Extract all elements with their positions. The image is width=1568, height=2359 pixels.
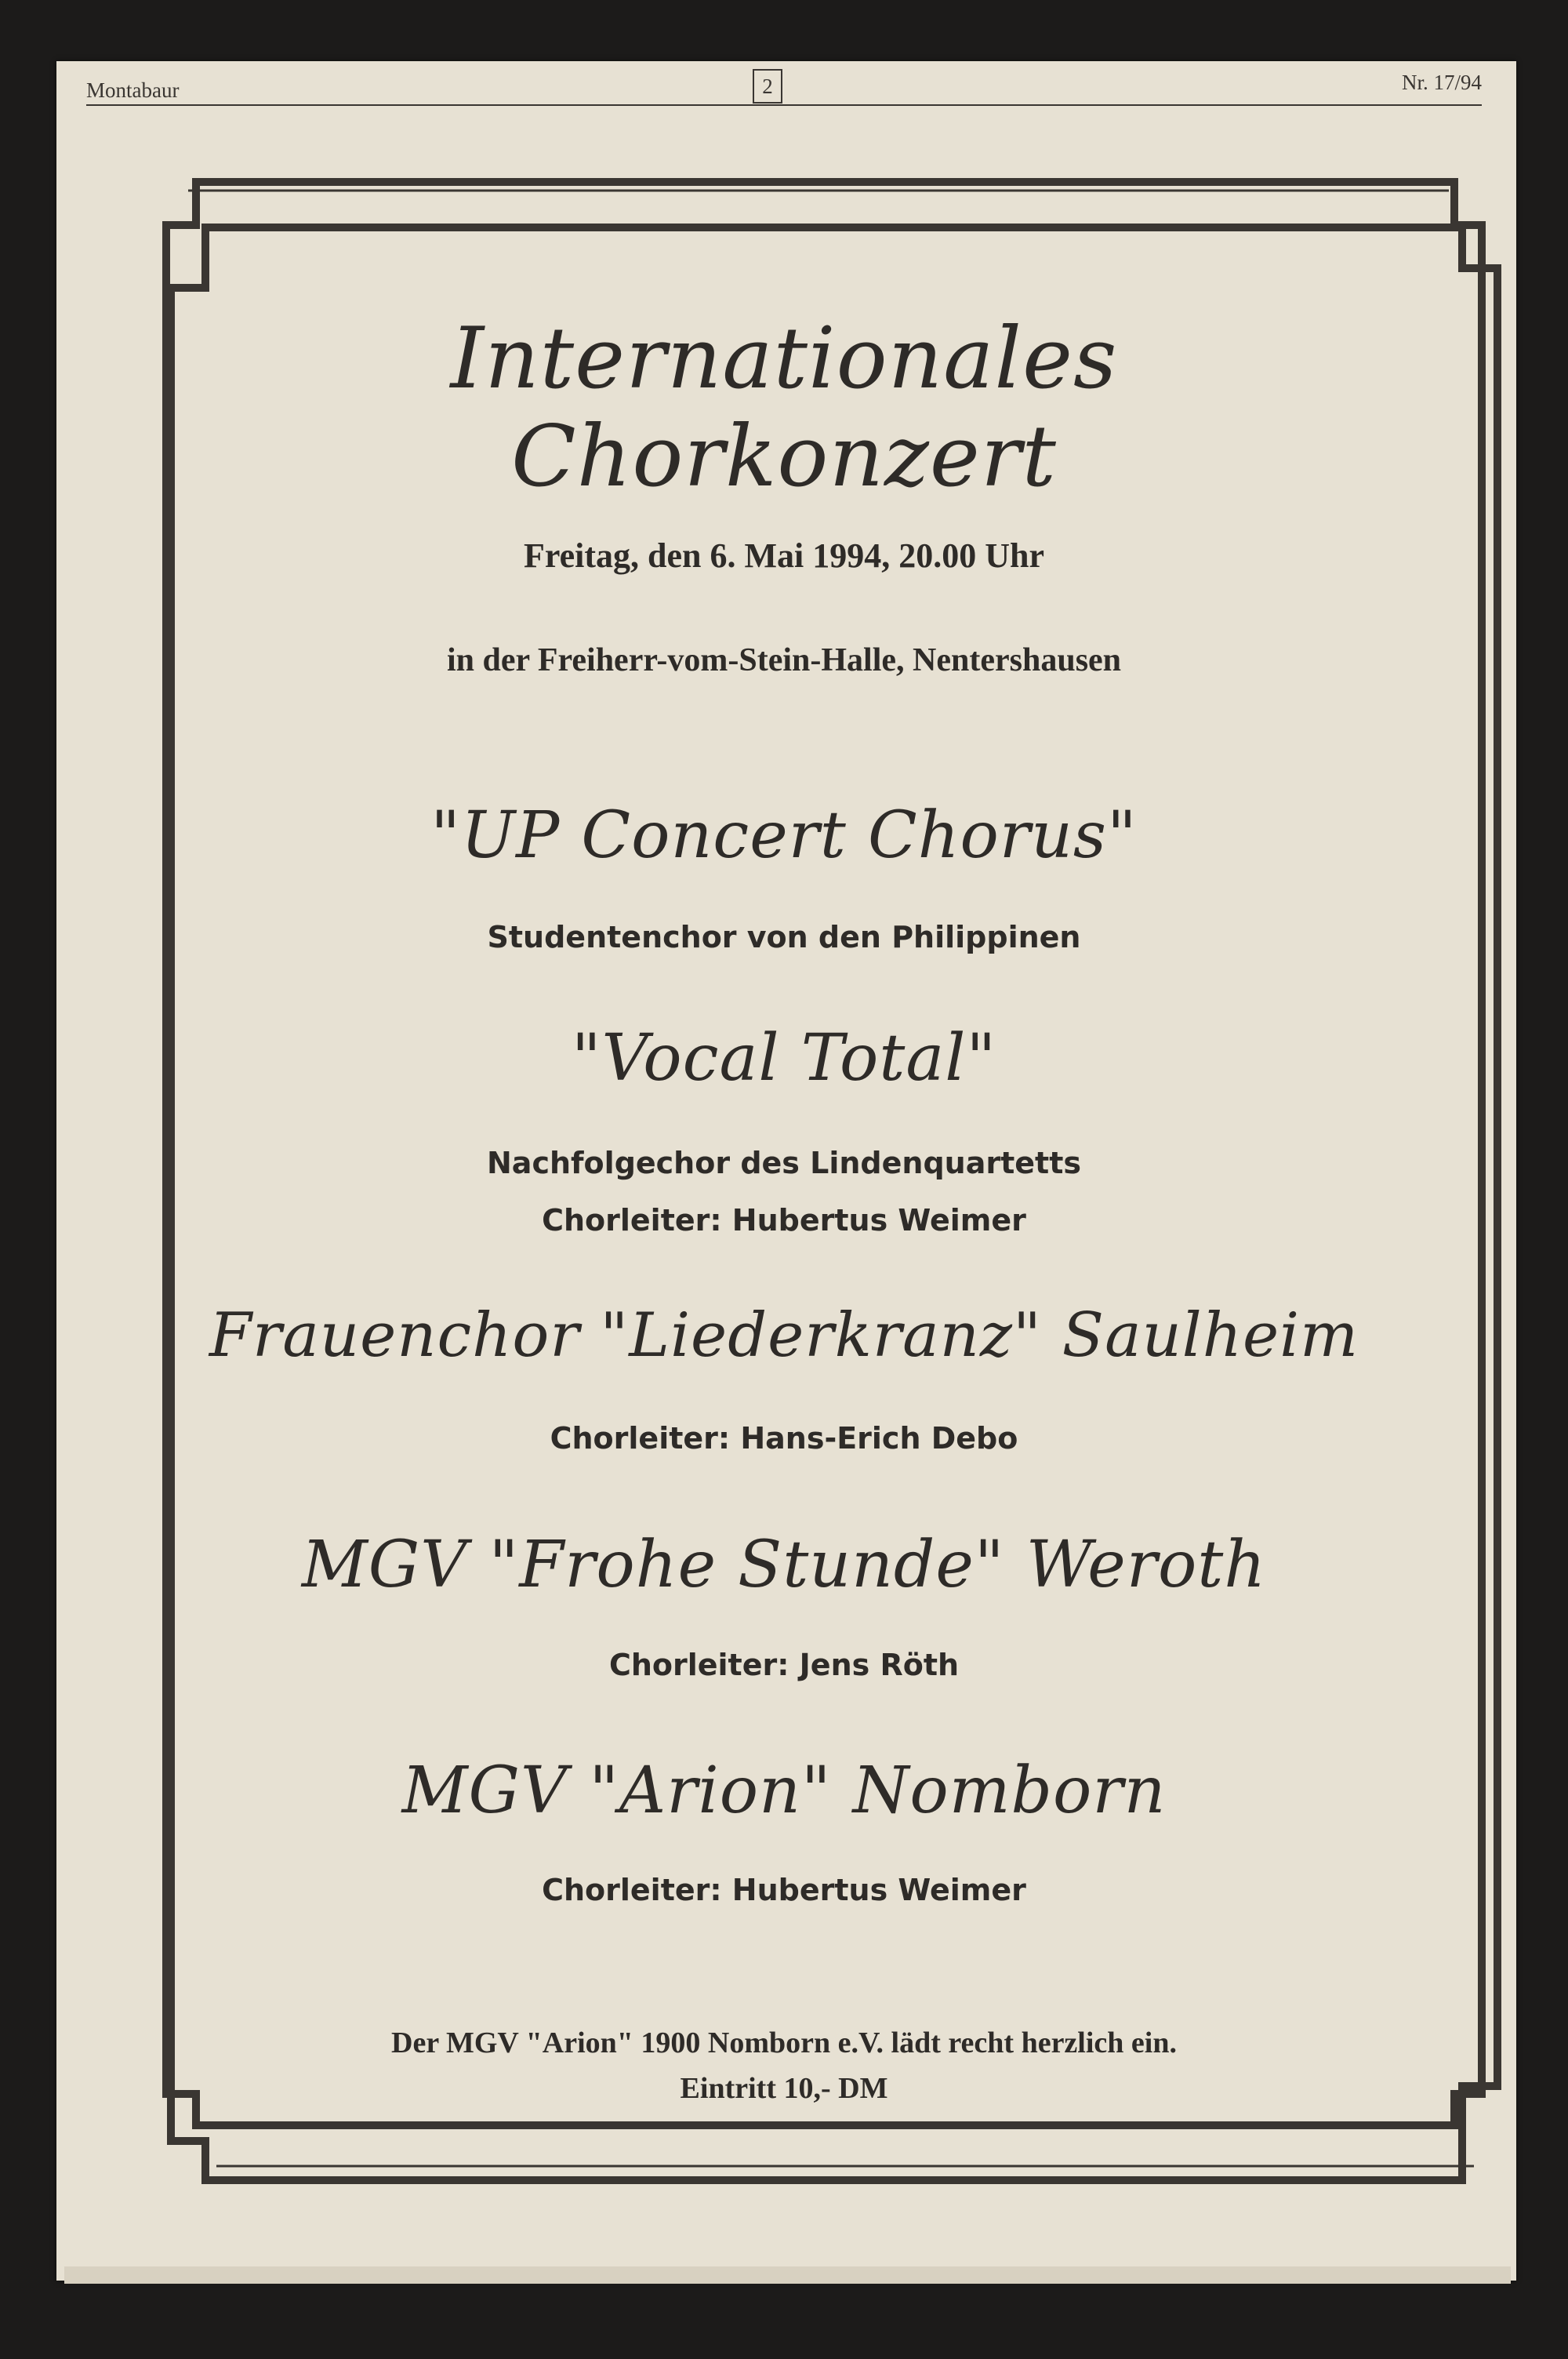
choir-name-2: "Vocal Total" — [571, 1021, 997, 1096]
footer-invitation: Der MGV "Arion" 1900 Nomborn e.V. lädt recht herzlich ein. — [391, 2026, 1177, 2059]
choir-detail-1a: Studentenchor von den Philippinen — [487, 920, 1081, 954]
header-town: Montabaur — [86, 78, 180, 102]
event-title: Internationales Chorkonzert — [450, 310, 1118, 506]
choir-name-3: Frauenchor "Liederkranz" Saulheim — [209, 1300, 1359, 1371]
choir-detail-5a: Chorleiter: Hubertus Weimer — [542, 1873, 1026, 1907]
choir-detail-3a: Chorleiter: Hans-Erich Debo — [550, 1421, 1018, 1456]
choir-detail-2a: Nachfolgechor des Lindenquartetts — [487, 1146, 1081, 1180]
header-issue-number: Nr. 17/94 — [1401, 71, 1482, 94]
footer-admission: Eintritt 10,- DM — [680, 2072, 888, 2105]
event-venue: in der Freiherr-vom-Stein-Halle, Nentershausen — [446, 642, 1122, 678]
choir-detail-4a: Chorleiter: Jens Röth — [608, 1648, 960, 1682]
choir-name-1: "UP Concert Chorus" — [430, 798, 1138, 873]
header-page-number: 2 — [753, 69, 782, 104]
event-date: Freitag, den 6. Mai 1994, 20.00 Uhr — [523, 536, 1045, 575]
choir-name-5: MGV "Arion" Nomborn — [401, 1754, 1167, 1828]
choir-name-4: MGV "Frohe Stunde" Weroth — [301, 1528, 1267, 1602]
choir-detail-2b: Chorleiter: Hubertus Weimer — [542, 1203, 1026, 1238]
